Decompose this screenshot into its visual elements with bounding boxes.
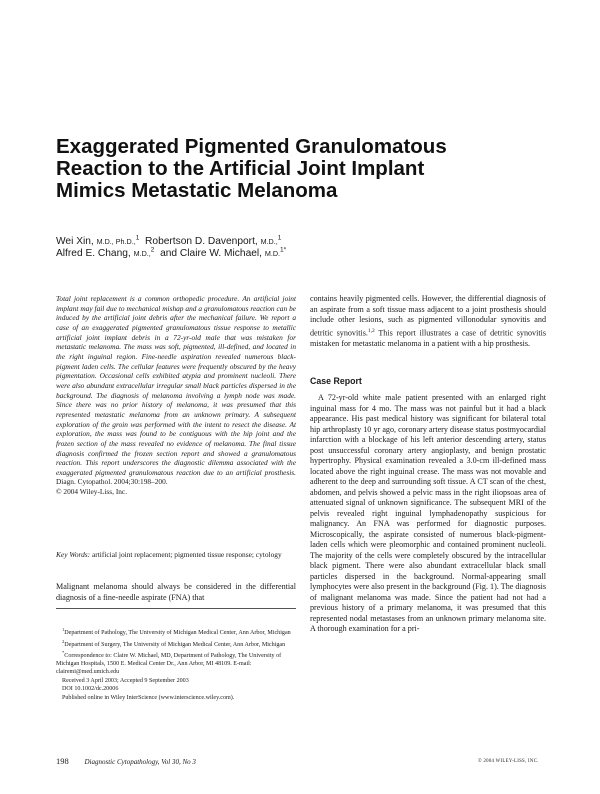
page-footer — [56, 756, 196, 766]
footnote-published: Published online in Wiley InterScience (www.interscience.wiley.com). — [62, 695, 235, 702]
footnote-divider — [56, 608, 296, 609]
author-2: Robertson D. Davenport, M.D.,$^1$ — [145, 234, 282, 247]
author-list — [56, 236, 516, 260]
article-title: Exaggerated Pigmented Granulomatous Reaction to the Artificial Joint Implant Mimics Metastatic Melanoma — [56, 135, 447, 202]
author-1: Wei Xin, M.D., Ph.D.,$^1$ — [56, 234, 140, 247]
footer-copyright: © 2004 WILEY-LISS, INC. — [478, 759, 539, 764]
page-number: 198 — [56, 756, 69, 766]
abstract — [56, 294, 296, 497]
footnote-affiliation-1: $^1$Department of Pathology, The University of Michigan Medical Center, Ann Arbor, Michigan — [62, 627, 291, 637]
keywords-text: artificial joint replacement; pigmented tissue response; cytology — [92, 550, 282, 559]
abstract-copyright: © 2004 Wiley-Liss, Inc. — [56, 487, 128, 497]
abstract-citation: Diagn. Cytopathol. 2004;30:198–200. — [56, 477, 168, 487]
footnote-received: Received 3 April 2003; Accepted 9 September 2003 — [62, 677, 189, 684]
keywords — [56, 550, 296, 560]
footnote-affiliation-2: $^2$Department of Surgery, The University of Michigan Medical Center, Ann Arbor, Michigan — [62, 638, 286, 648]
abstract-text: Total joint replacement is a common orthopedic procedure. An artificial joint implant may fail due to mechanical mishap and a granulomatous reaction can be induced by the artificial joint debris after the mechanical failure. We report a case of an exaggerated pigmented granulomatous tissue response to metallic artificial joint implant debris in a 72-yr-old male that was mistaken for metastatic melanoma. The mass was soft, pigmented, ill-defined, and located in the right inguinal region. Fine-needle aspiration revealed numerous black-pigment laden cells. The cellular features were frequently obscured by the heavy pigmentation. Occasional cells exhibited atypia and prominent nucleoli. There were also abundant extracellular irregular small black particles dispersed in the background. The diagnosis of melanoma involving a lymph node was made. Since there was no prior history of melanoma, it was presumed that this represented metastatic melanoma from an unknown primary. A subsequent exploration of the groin was performed with the intent to resect the disease. At exploration, the mass was found to be contiguous with the hip joint and the frozen section of the mass revealed no evidence of melanoma. The final tissue diagnosis confirmed the frozen section report and showed a granulomatous reaction. This report underscores the diagnostic dilemma associated with the exaggerated pigmented granulomatous reaction due to an artificial prosthesis. — [56, 294, 296, 477]
journal-name: Diagnostic Cytopathology, Vol 30, No 3 — [84, 758, 196, 766]
case-report-body: A 72-yr-old white male patient presented with an enlarged right inguinal mass for 4 mo. The mass was not painful but it had a black appearance. His past medical history was significant for bilateral total hip arthroplasty 10 yr ago, coronary artery disease status postmyocardial infarction with a blockage of his left anterior descending artery, status post unsuccessful coronary artery angioplasty, and benign prostatic hypertrophy. Physical examination revealed a 3.0-cm ill-defined mass located above the right inguinal crease. The mass was not movable and adherent to the deep and surrounding soft tissue. A CT scan of the chest, abdomen, and pelvis showed a pelvic mass in the right iliopsoas area of attenuated signal of unknown significance. The subsequent MRI of the pelvis revealed right inguinal lymphadenopathy suspicious for malignancy. An FNA was performed for diagnostic purposes. Microscopically, the aspirate consisted of numerous black-pigment-laden cells which were pleomorphic and contained prominent nucleoli. The majority of the cells were completely obscured by the intracellular black pigment. There were also abundant extracellular black small particles dispersed in the background. Normal-appearing small lymphocytes were also present in the background (Fig. 1). The diagnosis of malignant melanoma was made. Since the patient had not had a previous history of a primary melanoma, it was presumed that this represented nodal metastases from an unknown primary melanoma site. A thorough examination for a pri- — [310, 393, 546, 633]
keywords-label: Key Words: — [56, 550, 91, 559]
author-3: Alfred E. Chang, M.D.,$^2$ — [56, 246, 155, 259]
author-4: and Claire W. Michael, M.D.$^{1*}$ — [160, 246, 287, 259]
section-heading-case-report: Case Report — [310, 376, 362, 386]
intro-continuation: contains heavily pigmented cells. However, the differential diagnosis of an aspirate from a soft tissue mass adjacent to a joint prosthesis should include other lesions, such as pigmented villonodular synovitis and detritic synovitis.$^{1,2}$ This report illustrates a case of detritic synovitis mistaken for metastatic melanoma in a patient with a hip prosthesis. — [310, 294, 546, 348]
footnote-correspondence: *Correspondence to: Claire W. Michael, MD, Department of Pathology, The University of Michigan Hospitals, 1500 E. Medical Center Dr., Ann Arbor, MI 48109. E-mail: clairemi@med.umich.edu — [56, 650, 282, 676]
intro-paragraph: Malignant melanoma should always be considered in the differential diagnosis of a fine-needle aspirate (FNA) that — [56, 582, 296, 602]
footnote-doi: DOI 10.1002/dc.20006 — [62, 686, 119, 693]
footnotes — [56, 626, 296, 703]
